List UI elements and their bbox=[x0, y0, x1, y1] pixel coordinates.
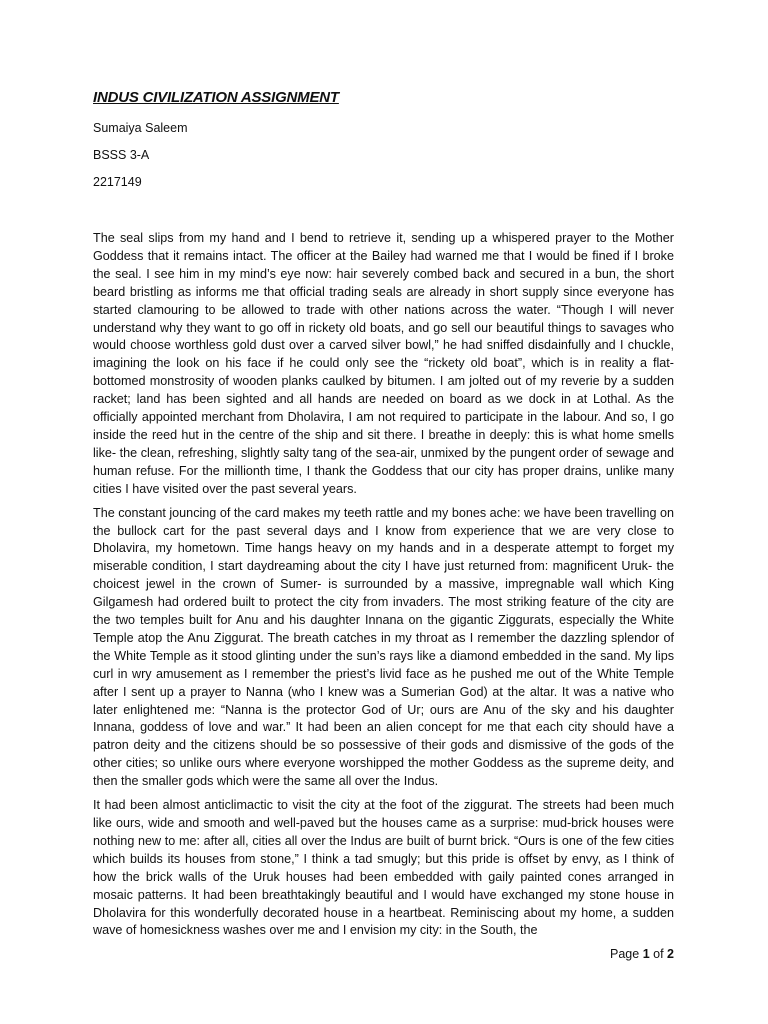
page-word: Page bbox=[610, 947, 640, 961]
class-section: BSSS 3-A bbox=[93, 148, 150, 162]
student-id: 2217149 bbox=[93, 175, 142, 189]
author-name: Sumaiya Saleem bbox=[93, 121, 188, 135]
current-page-number: 1 bbox=[642, 947, 650, 961]
paragraph: It had been almost anticlimactic to visit the city at the foot of the ziggurat. The streets had been much like ours, wide and smooth and well-paved but the houses came as a surprise: mud-brick houses were nothing new to me: after all, cities all over the Indus are built of burnt brick. “Ours is one of the few cities which builds its houses from stone,” I think a tad smugly; but this pride is offset by envy, as I think of how the brick walls of the Uruk houses had been embedded with gaily painted cones arranged in mosaic patterns. It had been breathtakingly beautiful and I would have exchanged my stone house in Dholavira for this wonderfully decorated house in a heartbeat. Reminiscing about my home, a sudden wave of homesickness washes over me and I envision my city: in the South, the bbox=[93, 798, 674, 938]
total-pages-number: 2 bbox=[667, 947, 674, 961]
paragraph: The constant jouncing of the card makes my teeth rattle and my bones ache: we have been travelling on the bullock cart for the past several days and I know from experience that we are very close to Dholavira, my hometown. Time hangs heavy on my hands and in a desperate attempt to forget my miserable condition, I start daydreaming about the city I have just returned from: magnificent Uruk- the choicest jewel in the crown of Sumer- is surrounded by a massive, impregnable wall which King Gilgamesh had ordered built to protect the city from invaders. The most striking feature of the city are the two temples built for Anu and his daughter Innana on the gigantic Ziggurats, especially the White Temple atop the Anu Ziggurat. The breath catches in my throat as I remember the dazzling splendor of the White Temple as it stood glinting under the sun’s rays like a diamond embedded in the sand. My lips curl in wry amusement as I remember the priest’s livid face as he pushed me out of the White Temple after I sent up a prayer to Nanna (who I knew was a Sumerian God) at the altar. It was a native who later enlightened me: “Nanna is the protector God of Ur; ours are Anu of the sky and his daughter Innana, goddess of love and war.” It had been an alien concept for me that each city should have a patron deity and the citizens should be so possessive of their gods and dismissive of the gods of the other cities; so unlike ours where everyone worshipped the mother Goddess as the supreme deity, and then the smaller gods which were the same all over the Indus. bbox=[93, 505, 674, 789]
page-footer bbox=[610, 947, 674, 961]
paragraph: The seal slips from my hand and I bend to retrieve it, sending up a whispered prayer to the Mother Goddess that it remains intact. The officer at the Bailey had warned me that I would be fined if I broke the seal. I see him in my mind’s eye now: hair severely combed back and secured in a bun, the short beard bristling as informs me that official trading seals are already in short supply since everyone has started clamouring to be allowed to trade with other nations across the water. “Though I will never understand why they want to go off in rickety old boats, and go sell our beautiful things to savages who would choose worthless gold dust over a carved silver bowl,” he had sniffed disdainfully and I chuckle, imagining the look on his face if he could only see the “rickety old boat”, which is in reality a flat-bottomed monstrosity of wooden planks caulked by bitumen. I am jolted out of my reverie by a sudden racket; land has been sighted and all hands are needed on board as we dock in at Lothal. As the officially appointed merchant from Dholavira, I am not required to participate in the labour. And so, I go inside the reed hut in the centre of the ship and sit there. I breathe in deeply: this is what home smells like- the clean, refreshing, slightly salty tang of the sea-air, unmixed by the pungent order of sewage and human refuse. For the millionth time, I thank the Goddess that our city has proper drains, unlike many cities I have visited over the past several years. bbox=[93, 231, 674, 496]
of-word: of bbox=[653, 947, 664, 961]
body-text bbox=[93, 230, 674, 946]
document-title: INDUS CIVILIZATION ASSIGNMENT bbox=[93, 89, 339, 106]
